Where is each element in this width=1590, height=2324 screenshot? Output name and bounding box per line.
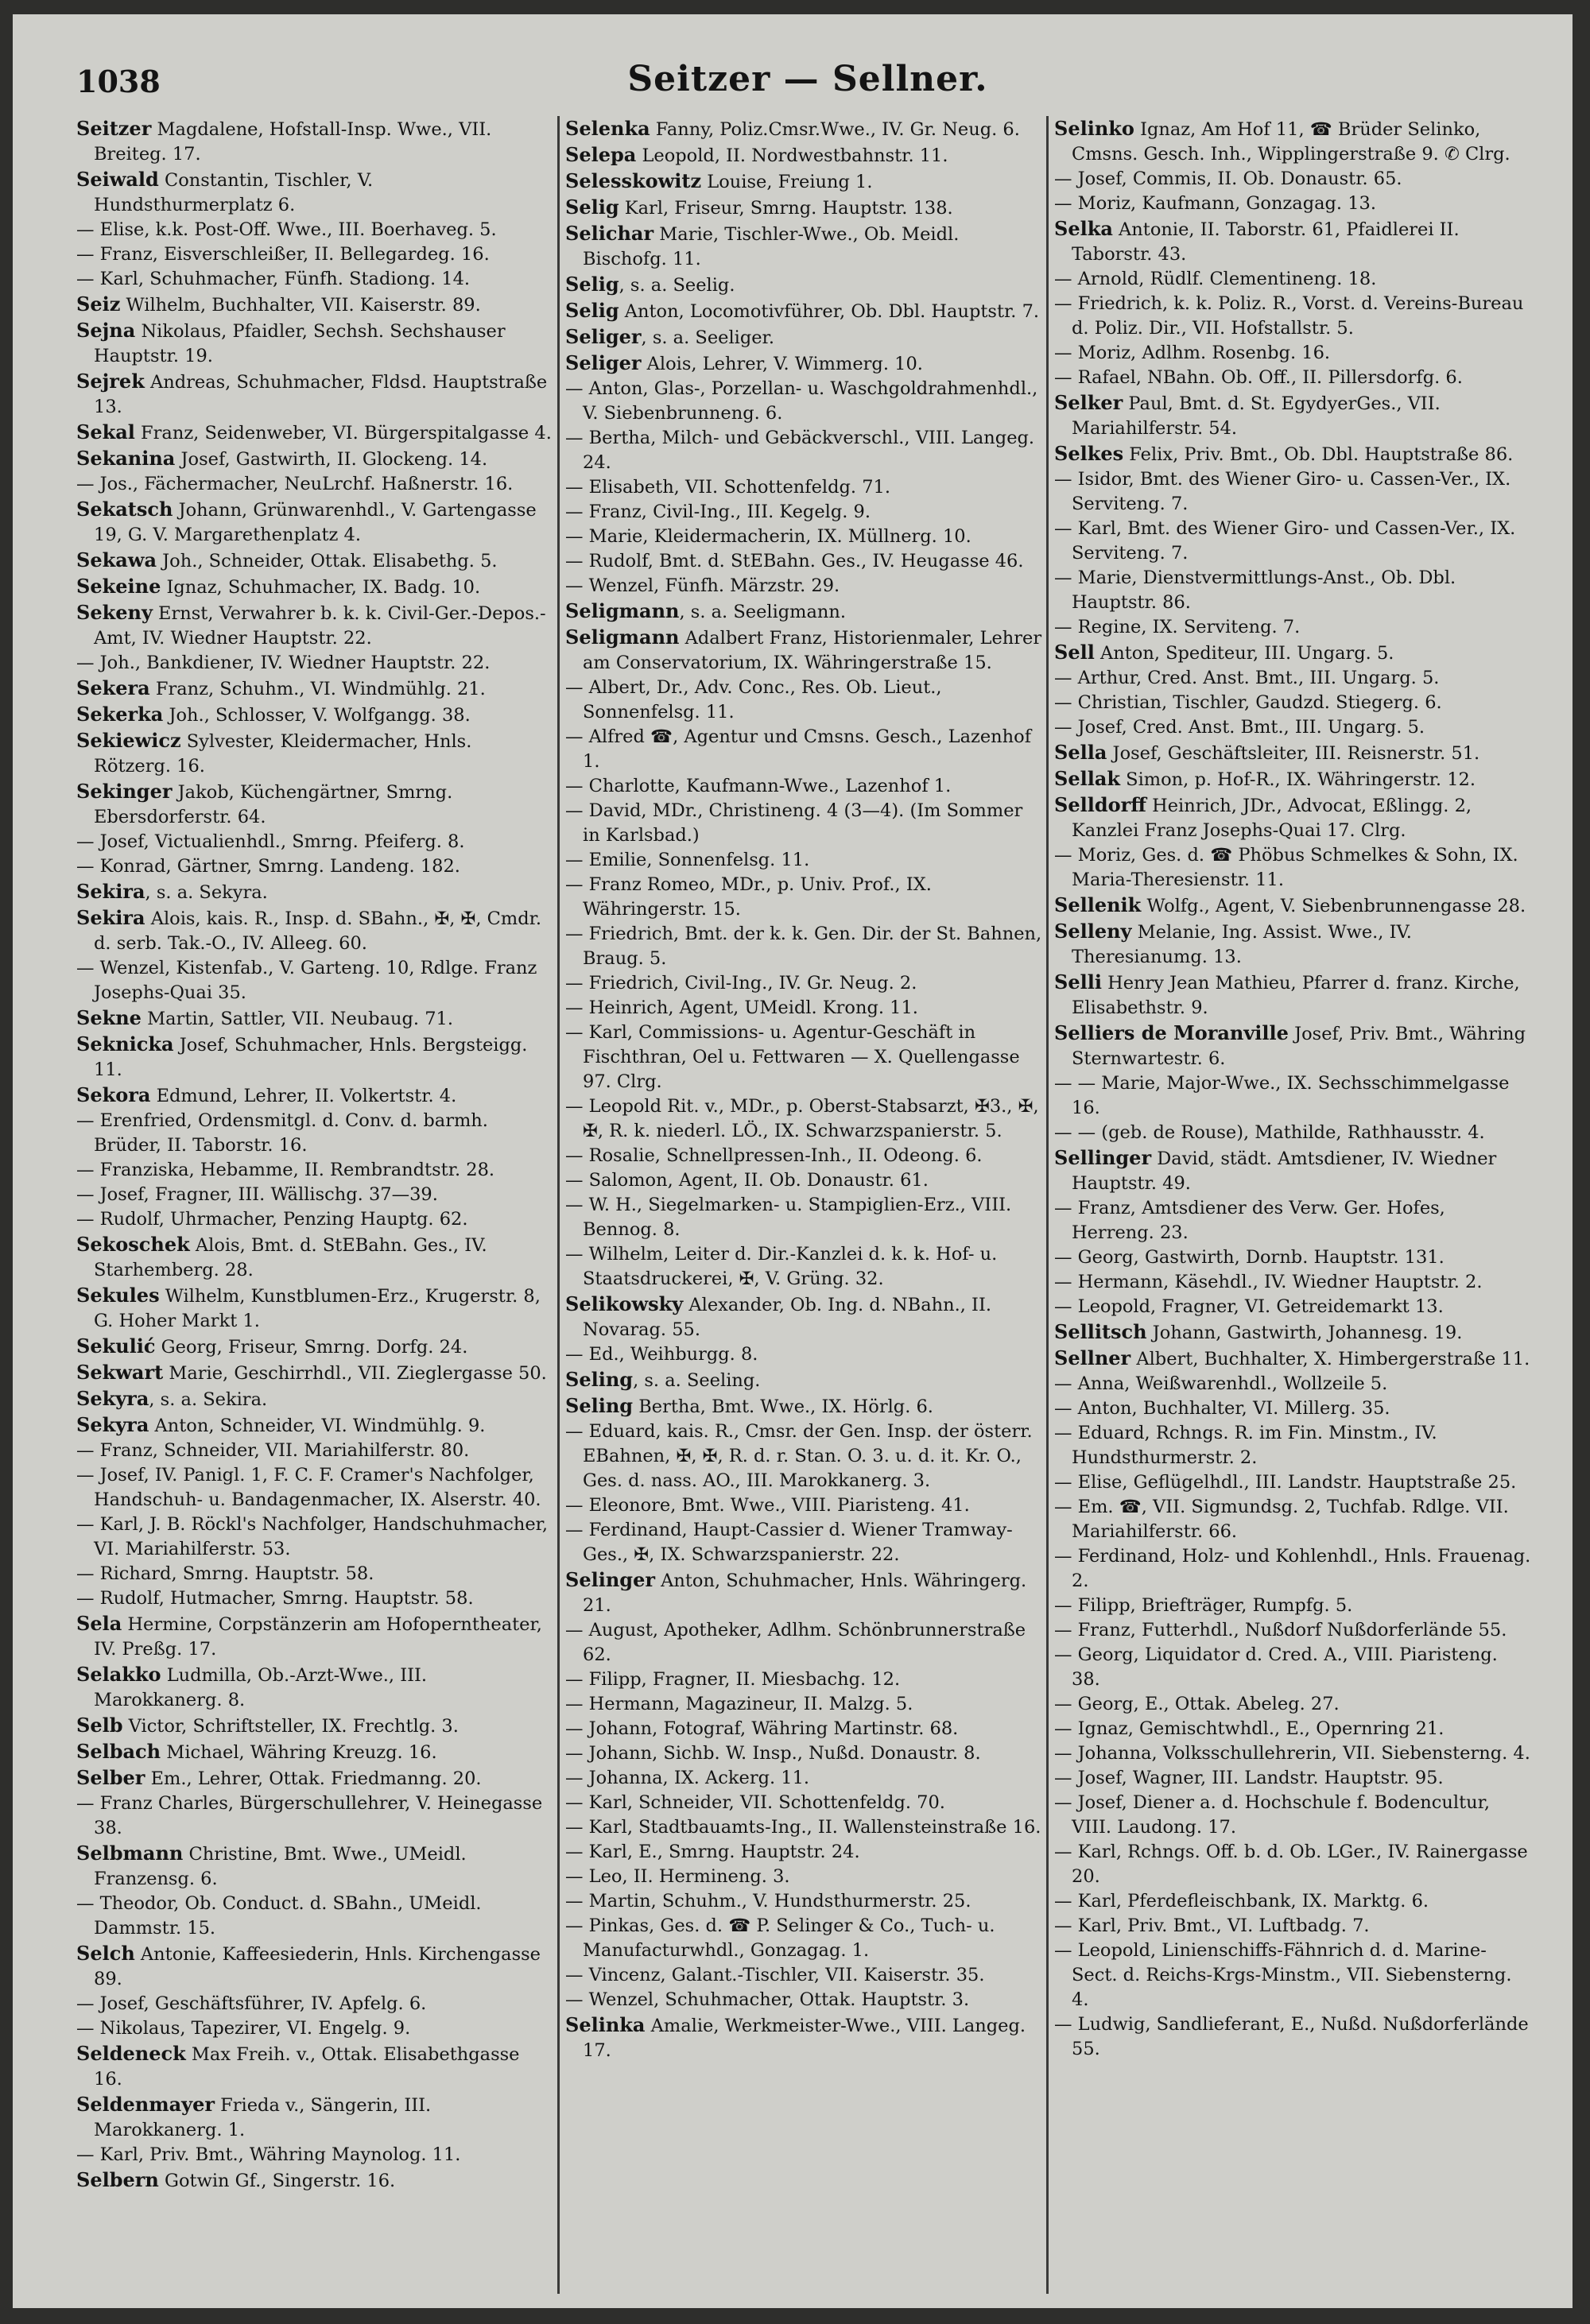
directory-entry: — Rosalie, Schnellpressen-Inh., II. Odeong. 6.	[565, 1145, 983, 1166]
directory-entry: — Erenfried, Ordensmitgl. d. Conv. d. barmh. Brüder, II. Taborstr. 16.	[76, 1110, 488, 1156]
directory-entry: — Georg, Liquidator d. Cred. A., VIII. Piaristeng. 38.	[1054, 1644, 1498, 1690]
page-number: 1038	[76, 64, 161, 99]
directory-entry: — Franz Charles, Bürgerschullehrer, V. Heinegasse 38.	[76, 1793, 543, 1838]
directory-entry: — Karl, Priv. Bmt., Währing Maynolog. 11.	[76, 2144, 461, 2165]
directory-entry: Sekwart Marie, Geschirrhdl., VII. Zieglergasse 50.	[76, 1361, 547, 1384]
directory-entry: — Karl, Schneider, VII. Schottenfeldg. 70.	[565, 1792, 945, 1813]
directory-entry: — Leopold, Linienschiffs-Fähnrich d. d. Marine-Sect. d. Reichs-Krgs-Minstm., VII. Siebensterng. 4.	[1054, 1940, 1512, 2010]
directory-entry: — Johanna, Volksschullehrerin, VII. Siebensterng. 4.	[1054, 1743, 1530, 1764]
directory-entry: — Alfred ☎, Agentur und Cmsns. Gesch., Lazenhof 1.	[565, 726, 1032, 772]
directory-entry: Seldenmayer Frieda v., Sängerin, III. Marokkanerg. 1.	[76, 2093, 432, 2140]
directory-entry: — Karl, Schuhmacher, Fünfh. Stadiong. 14.	[76, 269, 471, 289]
directory-entry: Sekanina Josef, Gastwirth, II. Glockeng. 14.	[76, 447, 488, 470]
directory-entry: — — (geb. de Rouse), Mathilde, Rathhausstr. 4.	[1054, 1122, 1485, 1143]
directory-entry: — Ed., Weihburgg. 8.	[565, 1344, 758, 1365]
directory-entry: Selldorff Heinrich, JDr., Advocat, Eßlingg. 2, Kanzlei Franz Josephs-Quai 17. Clrg.	[1054, 793, 1472, 841]
directory-entry: Selig Karl, Friseur, Smrng. Hauptstr. 138.	[565, 196, 953, 219]
directory-entry: — Rudolf, Bmt. d. StEBahn. Ges., IV. Heugasse 46.	[565, 551, 1024, 571]
directory-entry: Sela Hermine, Corpstänzerin am Hofoperntheater, IV. Preßg. 17.	[76, 1612, 542, 1660]
directory-entry: Sekira, s. a. Sekyra.	[76, 880, 268, 903]
directory-entry: — Vincenz, Galant.-Tischler, VII. Kaiserstr. 35.	[565, 1965, 985, 1985]
directory-entry: — Josef, Geschäftsführer, IV. Apfelg. 6.	[76, 1993, 427, 2014]
directory-entry: — Josef, Fragner, III. Wällischg. 37—39.	[76, 1184, 438, 1205]
directory-entry: Seligmann Adalbert Franz, Historienmaler, Lehrer am Conservatorium, IX. Währingerstraße 15.	[565, 626, 1042, 673]
directory-entry: — Nikolaus, Tapezirer, VI. Engelg. 9.	[76, 2018, 411, 2039]
directory-entry: Selleny Melanie, Ing. Assist. Wwe., IV. Theresianumg. 13.	[1054, 920, 1412, 967]
directory-entry: — Bertha, Milch- und Gebäckverschl., VIII. Langeg. 24.	[565, 428, 1035, 473]
directory-entry: — Karl, Bmt. des Wiener Giro- und Cassen-Ver., IX. Serviteng. 7.	[1054, 518, 1516, 564]
directory-entry: — Franz, Civil-Ing., III. Kegelg. 9.	[565, 502, 871, 522]
directory-entry: Selinger Anton, Schuhmacher, Hnls. Währingerg. 21.	[565, 1568, 1027, 1616]
directory-entry: Sekulić Georg, Friseur, Smrng. Dorfg. 24.	[76, 1334, 468, 1358]
directory-entry: — Albert, Dr., Adv. Conc., Res. Ob. Lieut., Sonnenfelsg. 11.	[565, 677, 942, 722]
directory-entry: — W. H., Siegelmarken- u. Stampiglien-Erz., VIII. Bennog. 8.	[565, 1195, 1012, 1240]
directory-entry: Selakko Ludmilla, Ob.-Arzt-Wwe., III. Marokkanerg. 8.	[76, 1663, 428, 1710]
directory-entry: Sellak Simon, p. Hof-R., IX. Währingerstr. 12.	[1054, 767, 1476, 790]
directory-entry: Sellenik Wolfg., Agent, V. Siebenbrunnengasse 28.	[1054, 893, 1526, 916]
directory-entry: Seliger, s. a. Seeliger.	[565, 325, 774, 348]
directory-entry: — Emilie, Sonnenfelsg. 11.	[565, 850, 810, 870]
directory-entry: Selichar Marie, Tischler-Wwe., Ob. Meidl. Bischofg. 11.	[565, 222, 960, 269]
directory-entry: — Wenzel, Kistenfab., V. Garteng. 10, Rdlge. Franz Josephs-Quai 35.	[76, 958, 537, 1003]
directory-entry: Selinka Amalie, Werkmeister-Wwe., VIII. Langeg. 17.	[565, 2013, 1026, 2061]
directory-entry: Sekeine Ignaz, Schuhmacher, IX. Badg. 10.	[76, 575, 481, 598]
directory-entry: — Franz, Eisverschleißer, II. Bellegardeg. 16.	[76, 244, 490, 265]
directory-entry: — Elisabeth, VII. Schottenfeldg. 71.	[565, 477, 890, 498]
directory-entry: — Josef, Commis, II. Ob. Donaustr. 65.	[1054, 168, 1402, 189]
directory-entry: Seliger Alois, Lehrer, V. Wimmerg. 10.	[565, 351, 923, 374]
directory-entry: Sekeny Ernst, Verwahrer b. k. k. Civil-Ger.-Depos.-Amt, IV. Wiedner Hauptstr. 22.	[76, 601, 546, 649]
directory-entry: — Karl, Pferdefleischbank, IX. Marktg. 6.	[1054, 1891, 1429, 1911]
directory-entry: Sekules Wilhelm, Kunstblumen-Erz., Krugerstr. 8, G. Hoher Markt 1.	[76, 1284, 541, 1331]
directory-entry: — Karl, Rchngs. Off. b. d. Ob. LGer., IV. Rainergasse 20.	[1054, 1842, 1528, 1887]
directory-entry: Seligmann, s. a. Seeligmann.	[565, 599, 847, 622]
directory-entry: — Josef, IV. Panigl. 1, F. C. F. Cramer's Nachfolger, Handschuh- u. Bandagenmacher, IX. Alserstr. 40.	[76, 1465, 541, 1510]
directory-entry: — Martin, Schuhm., V. Hundsthurmerstr. 25.	[565, 1891, 971, 1911]
directory-entry: — Ferdinand, Haupt-Cassier d. Wiener Tramway-Ges., ✠, IX. Schwarzspanierstr. 22.	[565, 1520, 1013, 1565]
directory-entry: — Georg, Gastwirth, Dornb. Hauptstr. 131.	[1054, 1247, 1445, 1268]
directory-entry: — Charlotte, Kaufmann-Wwe., Lazenhof 1.	[565, 776, 952, 796]
directory-entry: — Friedrich, Bmt. der k. k. Gen. Dir. der St. Bahnen, Braug. 5.	[565, 924, 1042, 969]
column-2	[565, 116, 1042, 2294]
directory-entry: — Salomon, Agent, II. Ob. Donaustr. 61.	[565, 1170, 929, 1191]
directory-entry: Sekira Alois, kais. R., Insp. d. SBahn., ✠, ✠, Cmdr. d. serb. Tak.-O., IV. Alleeg. 60.	[76, 906, 542, 954]
directory-entry: Seknicka Josef, Schuhmacher, Hnls. Bergsteigg. 11.	[76, 1032, 528, 1080]
directory-entry: — Rafael, NBahn. Ob. Off., II. Pillersdorfg. 6.	[1054, 367, 1463, 388]
directory-entry: Sekera Franz, Schuhm., VI. Windmühlg. 21.	[76, 676, 486, 699]
column-rule-1	[557, 116, 560, 2294]
directory-entry: — Ignaz, Gemischtwhdl., E., Opernring 21.	[1054, 1718, 1445, 1739]
directory-entry: — Franz, Amtsdiener des Verw. Ger. Hofes, Herreng. 23.	[1054, 1198, 1445, 1243]
directory-entry: — Josef, Cred. Anst. Bmt., III. Ungarg. 5.	[1054, 717, 1425, 738]
directory-entry: — Leo, II. Hermineng. 3.	[565, 1866, 790, 1887]
directory-entry: Sekne Martin, Sattler, VII. Neubaug. 71.	[76, 1006, 453, 1029]
directory-entry: — Wenzel, Fünfh. Märzstr. 29.	[565, 575, 840, 596]
directory-entry: — Marie, Kleidermacherin, IX. Müllnerg. 10.	[565, 526, 971, 547]
directory-entry: — Karl, Priv. Bmt., VI. Luftbadg. 7.	[1054, 1915, 1370, 1936]
directory-entry: Selbern Gotwin Gf., Singerstr. 16.	[76, 2168, 396, 2191]
directory-entry: — Marie, Dienstvermittlungs-Anst., Ob. Dbl. Hauptstr. 86.	[1054, 567, 1456, 613]
directory-entry: Selepa Leopold, II. Nordwestbahnstr. 11.	[565, 143, 948, 166]
directory-entry: — Anna, Weißwarenhdl., Wollzeile 5.	[1054, 1373, 1388, 1394]
directory-entry: — Wenzel, Schuhmacher, Ottak. Hauptstr. 3.	[565, 1989, 970, 2010]
directory-entry: — Wilhelm, Leiter d. Dir.-Kanzlei d. k. k. Hof- u. Staatsdruckerei, ✠, V. Grüng. 32.	[565, 1244, 998, 1289]
directory-entry: — Eleonore, Bmt. Wwe., VIII. Piaristeng. 41.	[565, 1495, 970, 1516]
directory-entry: — August, Apotheker, Adlhm. Schönbrunnerstraße 62.	[565, 1620, 1026, 1665]
directory-entry: — Em. ☎, VII. Sigmundsg. 2, Tuchfab. Rdlge. VII. Mariahilferstr. 66.	[1054, 1497, 1509, 1542]
directory-entry: — Johanna, IX. Ackerg. 11.	[565, 1768, 810, 1788]
directory-entry: Sekawa Joh., Schneider, Ottak. Elisabethg. 5.	[76, 548, 498, 571]
directory-entry: — Moriz, Adlhm. Rosenbg. 16.	[1054, 343, 1331, 363]
directory-entry: — Richard, Smrng. Hauptstr. 58.	[76, 1563, 374, 1584]
directory-entry: — Ludwig, Sandlieferant, E., Nußd. Nußdorferlände 55.	[1054, 2014, 1529, 2059]
directory-entry: Seling Bertha, Bmt. Wwe., IX. Hörlg. 6.	[565, 1394, 933, 1417]
directory-entry: — Regine, IX. Serviteng. 7.	[1054, 617, 1301, 637]
column-rule-2	[1046, 116, 1049, 2294]
directory-entry: — Rudolf, Uhrmacher, Penzing Hauptg. 62.	[76, 1209, 468, 1230]
directory-entry: — Ferdinand, Holz- und Kohlenhdl., Hnls. Frauenag. 2.	[1054, 1546, 1531, 1591]
directory-entry: Sekal Franz, Seidenweber, VI. Bürgerspitalgasse 4.	[76, 420, 552, 443]
directory-entry: — Leopold Rit. v., MDr., p. Oberst-Stabsarzt, ✠3., ✠, ✠, R. k. niederl. LÖ., IX. Schwarzspanierstr. 5.	[565, 1096, 1039, 1141]
directory-entry: — Heinrich, Agent, UMeidl. Krong. 11.	[565, 997, 918, 1018]
directory-entry: — Arnold, Rüdlf. Clementineng. 18.	[1054, 269, 1377, 289]
directory-entry: — Moriz, Ges. d. ☎ Phöbus Schmelkes & Sohn, IX. Maria-Theresienstr. 11.	[1054, 845, 1518, 890]
directory-entry: — Eduard, Rchngs. R. im Fin. Minstm., IV. Hundsthurmerstr. 2.	[1054, 1423, 1437, 1468]
directory-entry: Selb Victor, Schriftsteller, IX. Frechtlg. 3.	[76, 1714, 459, 1737]
directory-entry: Sellinger David, städt. Amtsdiener, IV. Wiedner Hauptstr. 49.	[1054, 1146, 1497, 1194]
directory-entry: — Theodor, Ob. Conduct. d. SBahn., UMeidl. Dammstr. 15.	[76, 1893, 482, 1939]
directory-entry: — Franz Romeo, MDr., p. Univ. Prof., IX. Währingerstr. 15.	[565, 874, 932, 920]
directory-entry: — Anton, Glas-, Porzellan- u. Waschgoldrahmenhdl., V. Siebenbrunneng. 6.	[565, 378, 1038, 424]
directory-entry: Selbmann Christine, Bmt. Wwe., UMeidl. Franzensg. 6.	[76, 1842, 467, 1889]
scan-edge-top	[0, 0, 1590, 14]
directory-entry: Selker Paul, Bmt. d. St. EgydyerGes., VII. Mariahilferstr. 54.	[1054, 391, 1441, 439]
directory-entry: — Friedrich, k. k. Poliz. R., Vorst. d. Vereins-Bureau d. Poliz. Dir., VII. Hofstallstr. 5.	[1054, 293, 1524, 339]
directory-entry: Seldeneck Max Freih. v., Ottak. Elisabethgasse 16.	[76, 2042, 520, 2090]
directory-entry: — Konrad, Gärtner, Smrng. Landeng. 182.	[76, 856, 460, 877]
directory-entry: — Friedrich, Civil-Ing., IV. Gr. Neug. 2.	[565, 973, 917, 994]
directory-entry: — Karl, J. B. Röckl's Nachfolger, Handschuhmacher, VI. Mariahilferstr. 53.	[76, 1514, 549, 1559]
directory-entry: — Jos., Fächermacher, NeuLrchf. Haßnerstr. 16.	[76, 474, 514, 494]
directory-entry: Sekora Edmund, Lehrer, II. Volkertstr. 4.	[76, 1083, 457, 1106]
directory-entry: — Hermann, Magazineur, II. Malzg. 5.	[565, 1694, 913, 1714]
directory-entry: — Franz, Schneider, VII. Mariahilferstr. 80.	[76, 1440, 470, 1461]
directory-entry: — David, MDr., Christineng. 4 (3—4). (Im Sommer in Karlsbad.)	[565, 800, 1023, 846]
directory-entry: Sekinger Jakob, Küchengärtner, Smrng. Ebersdorferstr. 64.	[76, 780, 453, 827]
directory-entry: — Isidor, Bmt. des Wiener Giro- u. Cassen-Ver., IX. Serviteng. 7.	[1054, 469, 1511, 514]
directory-entry: Selig Anton, Locomotivführer, Ob. Dbl. Hauptstr. 7.	[565, 299, 1040, 322]
directory-entry: — Arthur, Cred. Anst. Bmt., III. Ungarg. 5.	[1054, 668, 1440, 688]
directory-entry: Sellitsch Johann, Gastwirth, Johannesg. 19.	[1054, 1320, 1463, 1343]
directory-entry: — Josef, Diener a. d. Hochschule f. Bodencultur, VIII. Laudong. 17.	[1054, 1792, 1491, 1838]
directory-entry: — Pinkas, Ges. d. ☎ P. Selinger & Co., Tuch- u. Manufacturwhdl., Gonzagag. 1.	[565, 1915, 995, 1961]
directory-entry: — Georg, E., Ottak. Abeleg. 27.	[1054, 1694, 1340, 1714]
directory-entry: — Elise, k.k. Post-Off. Wwe., III. Boerhaveg. 5.	[76, 219, 497, 240]
directory-entry: Sekoschek Alois, Bmt. d. StEBahn. Ges., IV. Starhemberg. 28.	[76, 1233, 487, 1280]
directory-entry: — Hermann, Käsehdl., IV. Wiedner Hauptstr. 2.	[1054, 1272, 1483, 1292]
column-1	[76, 116, 553, 2294]
scan-edge-bottom	[0, 2308, 1590, 2324]
directory-entry: — Filipp, Briefträger, Rumpfg. 5.	[1054, 1595, 1353, 1616]
directory-entry: — — Marie, Major-Wwe., IX. Sechsschimmelgasse 16.	[1054, 1073, 1510, 1118]
directory-entry: — Johann, Fotograf, Währing Martinstr. 68.	[565, 1718, 959, 1739]
directory-entry: Sekerka Joh., Schlosser, V. Wolfgangg. 38.	[76, 703, 471, 726]
directory-entry: — Franz, Futterhdl., Nußdorf Nußdorferlände 55.	[1054, 1620, 1507, 1640]
directory-entry: Sella Josef, Geschäftsleiter, III. Reisnerstr. 51.	[1054, 741, 1480, 764]
directory-entry: Seiz Wilhelm, Buchhalter, VII. Kaiserstr. 89.	[76, 292, 481, 316]
directory-entry: — Franziska, Hebamme, II. Rembrandtstr. 28.	[76, 1160, 495, 1180]
directory-entry: — Anton, Buchhalter, VI. Millerg. 35.	[1054, 1398, 1390, 1419]
column-3	[1054, 116, 1531, 2294]
directory-entry: Sejna Nikolaus, Pfaidler, Sechsh. Sechshauser Hauptstr. 19.	[76, 319, 506, 366]
page-header	[76, 56, 1539, 103]
directory-entry: Selliers de Moranville Josef, Priv. Bmt., Währing Sternwartestr. 6.	[1054, 1021, 1526, 1069]
directory-entry: Selig, s. a. Seelig.	[565, 273, 735, 296]
directory-entry: — Filipp, Fragner, II. Miesbachg. 12.	[565, 1669, 901, 1690]
directory-entry: Sekyra Anton, Schneider, VI. Windmühlg. 9.	[76, 1413, 486, 1436]
directory-entry: Selesskowitz Louise, Freiung 1.	[565, 169, 873, 192]
directory-entry: Sejrek Andreas, Schuhmacher, Fldsd. Hauptstraße 13.	[76, 370, 548, 417]
directory-entry: Sekyra, s. a. Sekira.	[76, 1387, 268, 1410]
directory-entry: — Leopold, Fragner, VI. Getreidemarkt 13.	[1054, 1296, 1444, 1317]
directory-entry: — Rudolf, Hutmacher, Smrng. Hauptstr. 58.	[76, 1588, 474, 1609]
directory-entry: Sell Anton, Spediteur, III. Ungarg. 5.	[1054, 641, 1394, 664]
directory-entry: Selenka Fanny, Poliz.Cmsr.Wwe., IV. Gr. Neug. 6.	[565, 117, 1020, 140]
directory-entry: Selka Antonie, II. Taborstr. 61, Pfaidlerei II. Taborstr. 43.	[1054, 217, 1460, 265]
directory-entry: — Josef, Wagner, III. Landstr. Hauptstr. 95.	[1054, 1768, 1444, 1788]
directory-entry: Seitzer Magdalene, Hofstall-Insp. Wwe., VII. Breiteg. 17.	[76, 117, 492, 165]
directory-entry: — Elise, Geflügelhdl., III. Landstr. Hauptstraße 25.	[1054, 1472, 1517, 1493]
directory-entry: Selber Em., Lehrer, Ottak. Friedmanng. 20.	[76, 1766, 482, 1789]
directory-entry: — Johann, Sichb. W. Insp., Nußd. Donaustr. 8.	[565, 1743, 981, 1764]
directory-entry: Selch Antonie, Kaffeesiederin, Hnls. Kirchengasse 89.	[76, 1942, 541, 1989]
directory-entry: — Karl, E., Smrng. Hauptstr. 24.	[565, 1842, 860, 1862]
directory-entry: Selikowsky Alexander, Ob. Ing. d. NBahn., II. Novarag. 55.	[565, 1292, 991, 1340]
directory-entry: — Karl, Commissions- u. Agentur-Geschäft in Fischthran, Oel u. Fettwaren — X. Quellengasse 97. Clrg.	[565, 1022, 1020, 1092]
directory-entry: — Josef, Victualienhdl., Smrng. Pfeiferg. 8.	[76, 831, 465, 852]
running-head: Seitzer — Sellner.	[627, 59, 988, 99]
directory-entry: — Joh., Bankdiener, IV. Wiedner Hauptstr. 22.	[76, 653, 491, 673]
directory-entry: Seling, s. a. Seeling.	[565, 1368, 761, 1391]
directory-entry: Sellner Albert, Buchhalter, X. Himbergerstraße 11.	[1054, 1346, 1530, 1369]
directory-entry: — Moriz, Kaufmann, Gonzagag. 13.	[1054, 193, 1377, 214]
directory-entry: — Christian, Tischler, Gaudzd. Stiegerg. 6.	[1054, 692, 1442, 713]
directory-entry: — Eduard, kais. R., Cmsr. der Gen. Insp. der österr. EBahnen, ✠, ✠, R. d. r. Stan. O. 3. u. d. it. Kr. O., Ges. d. nass. AO., III. Marokkanerg. 3.	[565, 1421, 1033, 1491]
directory-entry: Selinko Ignaz, Am Hof 11, ☎ Brüder Selinko, Cmsns. Gesch. Inh., Wipplingerstraße 9. ✆ Clrg.	[1054, 117, 1510, 165]
scan-edge-left	[0, 0, 13, 2324]
directory-entry: Sekiewicz Sylvester, Kleidermacher, Hnls. Rötzerg. 16.	[76, 729, 472, 777]
scan-edge-right	[1573, 0, 1590, 2324]
directory-entry: Selbach Michael, Währing Kreuzg. 16.	[76, 1740, 437, 1763]
directory-entry: Sekatsch Johann, Grünwarenhdl., V. Gartengasse 19, G. V. Margarethenplatz 4.	[76, 498, 537, 545]
directory-entry: Selkes Felix, Priv. Bmt., Ob. Dbl. Hauptstraße 86.	[1054, 442, 1514, 465]
directory-entry: Selli Henry Jean Mathieu, Pfarrer d. franz. Kirche, Elisabethstr. 9.	[1054, 970, 1520, 1018]
directory-entry: Seiwald Constantin, Tischler, V. Hundsthurmerplatz 6.	[76, 168, 374, 215]
directory-entry: — Karl, Stadtbauamts-Ing., II. Wallensteinstraße 16.	[565, 1817, 1041, 1838]
